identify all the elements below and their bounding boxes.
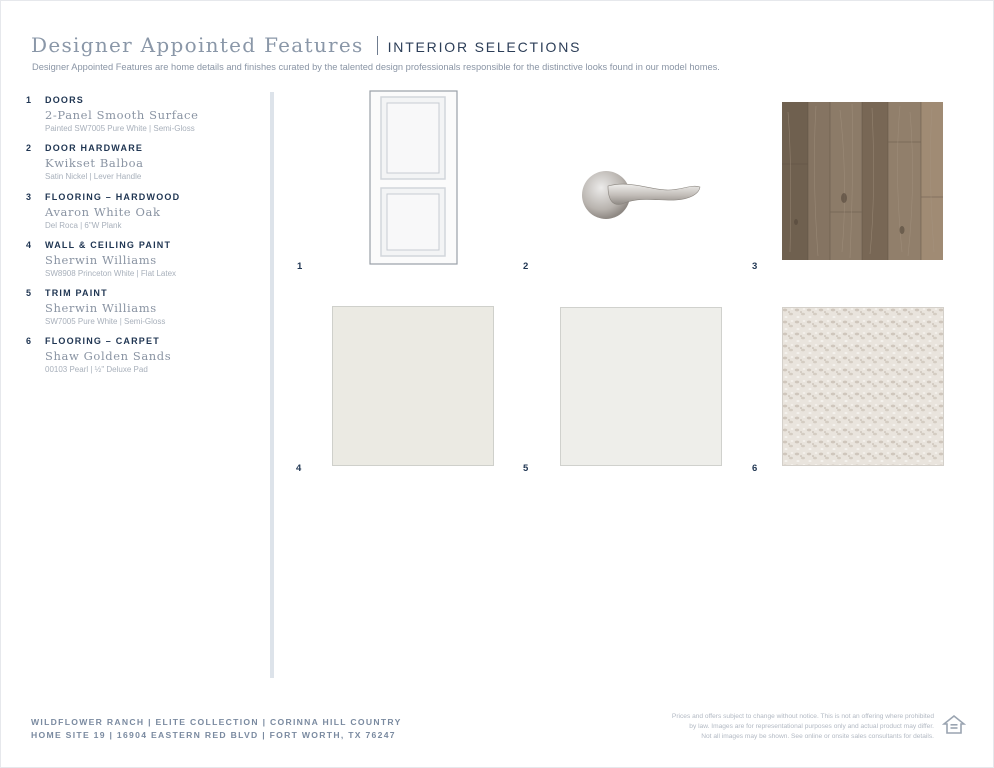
wall-paint-swatch [332,306,494,466]
item-spec: SW8908 Princeton White | Flat Latex [45,268,177,278]
item-spec: SW7005 Pure White | Semi-Gloss [45,317,166,327]
item-product: Kwikset Balboa [45,156,144,171]
selection-item-wall-ceiling-paint [26,240,266,288]
swatch-label: 3 [752,261,758,272]
selection-item-trim-paint [26,288,266,336]
selection-item-doors [26,95,266,143]
item-product: 2-Panel Smooth Surface [45,108,199,122]
legal-line: by law. Images are for representational purposes only and actual product may differ. [689,723,934,730]
door-image [369,90,459,266]
hardwood-swatch [782,102,943,260]
item-product: Sherwin Williams [45,252,157,267]
swatch-label: 1 [297,261,303,272]
footer-line-community: WILDFLOWER RANCH | ELITE COLLECTION | CORINNA HILL COUNTRY [31,717,402,727]
item-product: Sherwin Williams [45,301,157,316]
selection-item-door-hardware [26,143,266,191]
footer-community-info [31,716,402,742]
page-description: Designer Appointed Features are home details and finishes curated by the talented design professionals responsible for the distinctive looks found in our model homes. [32,62,720,72]
item-number: 4 [26,239,32,250]
section-title: INTERIOR SELECTIONS [387,39,582,55]
page-title: Designer Appointed Features [31,33,364,57]
item-number: 2 [26,143,32,154]
item-spec: 00103 Pearl | ½" Deluxe Pad [45,365,148,375]
equal-housing-opportunity-icon [942,713,966,737]
trim-paint-swatch [560,307,722,466]
item-number: 5 [26,288,32,299]
lever-handle-image [578,166,704,226]
vertical-divider [270,92,274,678]
page-header [31,33,581,57]
swatch-label: 2 [523,261,529,272]
item-spec: Painted SW7005 Pure White | Semi-Gloss [45,124,195,133]
item-product: Avaron White Oak [45,204,161,219]
item-category: FLOORING – CARPET [45,336,160,347]
item-category: DOOR HARDWARE [45,143,144,154]
selection-item-flooring-carpet [26,336,266,384]
carpet-swatch [782,307,944,466]
legal-line: Prices and offers subject to change without notice. This is not an offering where prohibited [671,713,934,720]
item-number: 1 [26,95,32,105]
item-spec: Satin Nickel | Lever Handle [45,172,142,182]
title-separator [377,36,378,55]
item-category: FLOORING – HARDWOOD [45,191,181,202]
item-category: DOORS [45,95,85,105]
item-number: 6 [26,336,32,347]
item-product: Shaw Golden Sands [45,349,172,364]
item-category: TRIM PAINT [45,288,108,299]
selection-item-flooring-hardwood [26,192,266,240]
swatch-label: 5 [523,463,529,474]
item-number: 3 [26,191,32,202]
footer-line-address: HOME SITE 19 | 16904 EASTERN RED BLVD | FORT WORTH, TX 76247 [31,730,396,740]
item-category: WALL & CEILING PAINT [45,239,172,250]
swatch-label: 6 [752,463,758,474]
selection-list [26,95,266,385]
legal-disclaimer [672,712,934,742]
item-spec: Del Roca | 6"W Plank [45,220,122,230]
swatch-label: 4 [296,463,302,474]
legal-line: Not all images may be shown. See online or onsite sales consultants for details. [701,733,934,740]
